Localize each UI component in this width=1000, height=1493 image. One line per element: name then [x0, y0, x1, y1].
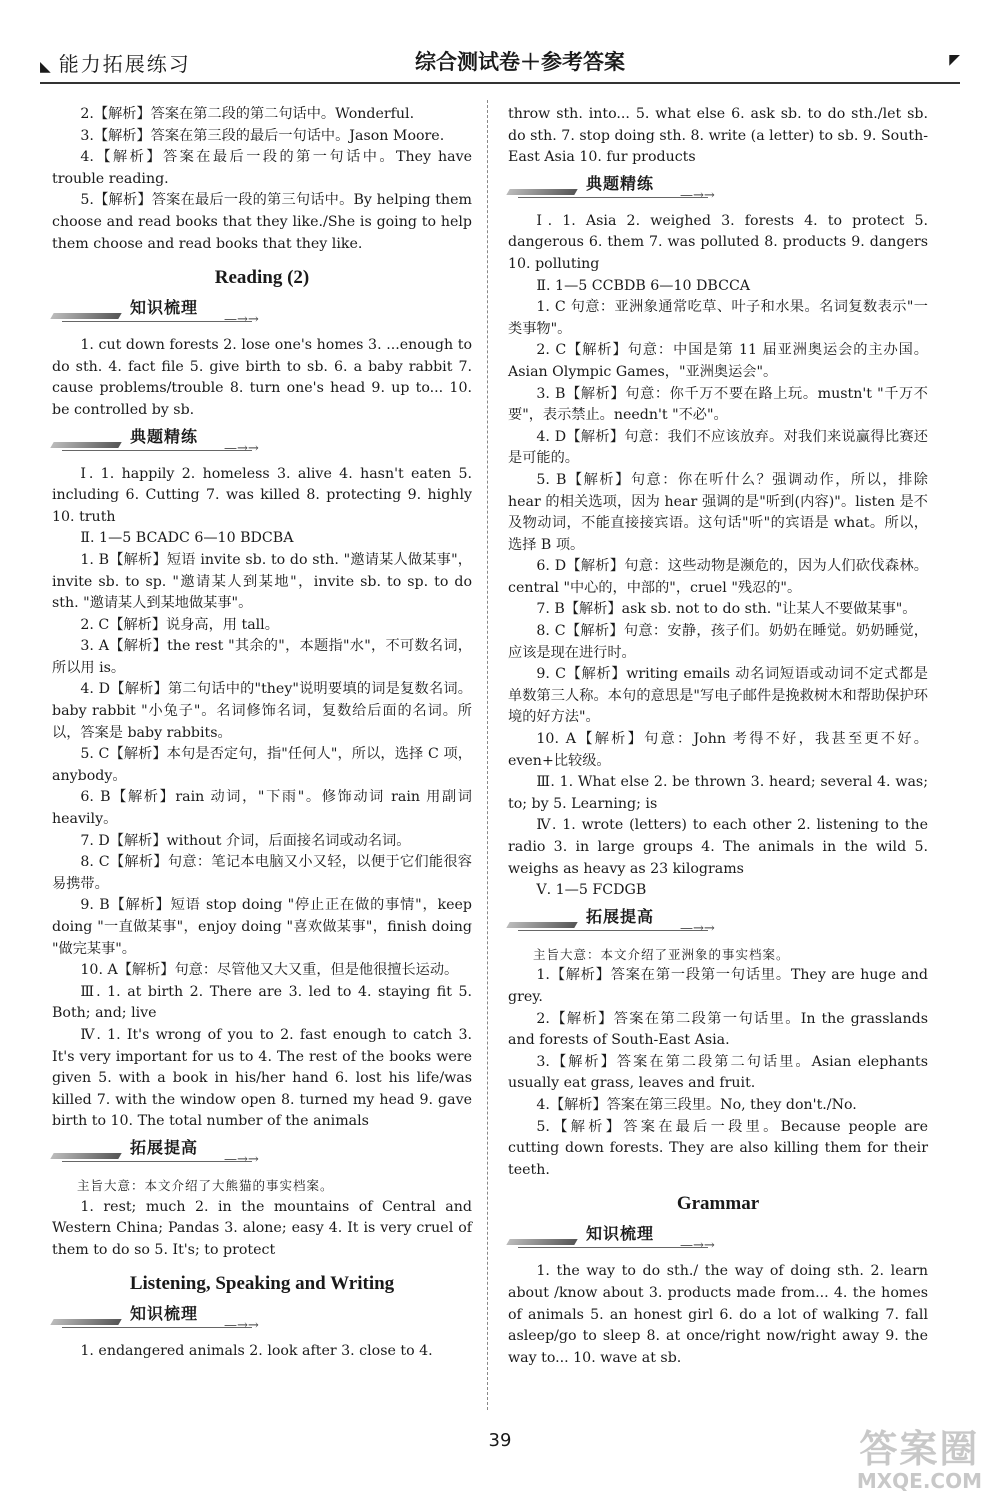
banner-bar-icon	[506, 922, 577, 928]
header-rule	[40, 82, 960, 84]
banner-title: 知识梳理	[130, 298, 199, 318]
explanation-item: 1. C 句意：亚洲象通常吃草、叶子和水果。名词复数表示"一类事物"。	[508, 299, 928, 337]
main-idea: 主旨大意：本文介绍了亚洲象的事实档案。	[533, 946, 790, 962]
section-title-lsw: Listening, Speaking and Writing	[129, 1273, 395, 1295]
banner-bar-icon	[50, 1153, 121, 1159]
exercise-2: Ⅱ. 1—5 CCBDB 6—10 DBCCA	[536, 277, 751, 294]
arrow-icon: —→→	[680, 920, 715, 936]
explanation-item: 4. D【解析】句意：我们不应该放弃。对我们来说赢得比赛还是可能的。	[508, 428, 928, 467]
main-idea: 主旨大意：本文介绍了大熊猫的事实档案。	[77, 1177, 334, 1193]
right-column	[508, 104, 928, 1369]
explanation-item: 2. C【解析】句意：中国是第 11 届亚洲奥运会的主办国。Asian Olympic Games，"亚洲奥运会"。	[508, 342, 928, 380]
section-banner	[52, 424, 472, 460]
section-banner	[52, 295, 472, 331]
explanation-item: 5. B【解析】句意：你在听什么？强调动作，所以，排除 hear 的相关选项，因为 hear 强调的是"听到(内容)"。listen 是不及物动词，不能直接接宾语。这句话"听"的宾语是 what。所以，选择 B 项。	[508, 471, 928, 553]
arrow-icon: —→→	[224, 1318, 259, 1334]
answer-line: 5.【解析】答案在最后一段的第三句话中。By helping them choose and read books that they like./She is going to help them choose and read books that they like.	[52, 192, 472, 252]
banner-bar-icon	[50, 1319, 121, 1325]
explanation-item: 9. B【解析】短语 stop doing "停止正在做的事情"，keep doing "一直做某事"，enjoy doing "喜欢做某事"，finish doing "做完某事"。	[52, 897, 472, 957]
extension-answer: 3.【解析】答案在第二段第二句话里。Asian elephants usually eat grass, leaves and fruit.	[508, 1053, 928, 1092]
header-left	[40, 48, 191, 77]
banner-title: 典题精练	[586, 173, 655, 193]
watermark-logo	[857, 1418, 982, 1493]
explanation-item: 5. C【解析】本句是否定句，指"任何人"，所以，选择 C 项，anybody。	[52, 746, 472, 784]
header-center-title: 综合测试卷＋参考答案	[415, 50, 625, 74]
answer-line: 4.【解析】答案在最后一段的第一句话中。They have trouble reading.	[52, 149, 472, 187]
banner-title: 拓展提高	[130, 1137, 199, 1157]
knowledge-points: 1. endangered animals 2. look after 3. close to 4.	[80, 1343, 433, 1360]
answer-line: 2.【解析】答案在第二段的第二句话中。Wonderful.	[80, 106, 415, 122]
watermark-main: 答案圈	[859, 1427, 980, 1471]
explanation-item: 6. B【解析】rain 动词，"下雨"。修饰动词 rain 用副词 heavily。	[52, 789, 472, 828]
banner-title: 知识梳理	[586, 1224, 655, 1244]
banner-bar-icon	[506, 189, 577, 195]
explanation-item: 1. B【解析】短语 invite sb. to do sth. "邀请某人做某事"，invite sb. to sp. "邀请某人到某地"，invite sb. to sp. to do sth. "邀请某人到某地做某事"。	[52, 551, 472, 612]
banner-bar-icon	[506, 1239, 577, 1245]
arrow-icon: —→→	[224, 312, 259, 328]
knowledge-points: 1. the way to do sth./ the way of doing sth. 2. learn about /know about 3. products made from... 4. the homes of animals 5. an honest girl 6. do a lot of walking 7. fall asleep/go to sleep 8. at once/right now/right away 9. the way to... 10. wave at sb.	[508, 1263, 928, 1366]
header-book-title: 能力拓展练习	[58, 52, 191, 76]
explanation-item: 2. C【解析】说身高，用 tall。	[80, 616, 279, 633]
section-banner	[508, 904, 928, 940]
section-banner	[52, 1301, 472, 1337]
corner-mark-icon: ◣	[40, 59, 53, 75]
answer-line: 3.【解析】答案在第三段的最后一句话中。Jason Moore.	[80, 127, 445, 144]
explanation-item: 10. A【解析】句意：John 考得不好，我甚至更不好。even+比较级。	[508, 731, 928, 769]
banner-bar-icon	[50, 442, 121, 448]
exercise-5: Ⅴ. 1—5 FCDGB	[536, 882, 647, 899]
section-title-reading2: Reading (2)	[214, 267, 310, 289]
banner-bar-icon	[50, 313, 121, 319]
corner-mark-right-icon: ◤	[949, 52, 960, 68]
section-banner	[52, 1135, 472, 1171]
exercise-2: Ⅱ. 1—5 BCADC 6—10 BDCBA	[80, 530, 294, 547]
arrow-icon: —→→	[224, 440, 259, 456]
arrow-icon: —→→	[224, 1151, 259, 1167]
extension-answers: 1. rest; much 2. in the mountains of Central and Western China; Pandas 3. alone; easy 4. It is very cruel of them to do so 5. It's; to protect	[52, 1198, 472, 1258]
explanation-item: 8. C【解析】句意：笔记本电脑又小又轻，以便于它们能很容易携带。	[52, 854, 472, 892]
extension-answer: 1.【解析】答案在第一段第一句话里。They are huge and grey.	[508, 967, 928, 1005]
section-banner	[508, 171, 928, 207]
exercise-1: Ⅰ. 1. happily 2. homeless 3. alive 4. hasn't eaten 5. including 6. Cutting 7. was killed 8. protecting 9. highly 10. truth	[52, 465, 472, 525]
explanation-item: 7. B【解析】ask sb. not to do sth. "让某人不要做某事"。	[536, 601, 917, 618]
section-banner	[508, 1221, 928, 1257]
section-title-grammar: Grammar	[676, 1193, 760, 1215]
knowledge-points: 1. cut down forests 2. lose one's homes 3. ...enough to do sth. 4. fact file 5. give birth to sb. 6. a baby rabbit 7. cause problems/trouble 8. turn one's head 9. up to... 10. be controlled by sb.	[52, 337, 472, 418]
extension-answer: 2.【解析】答案在第二段第一句话里。In the grasslands and forests of South-East Asia.	[508, 1010, 928, 1049]
banner-title: 知识梳理	[130, 1304, 199, 1324]
exercise-3: Ⅲ. 1. What else 2. be thrown 3. heard; several 4. was; to; by 5. Learning; is	[508, 774, 928, 812]
banner-title: 典题精练	[130, 426, 199, 446]
explanation-item: 10. A【解析】句意：尽管他又大又重，但是他很擅长运动。	[80, 962, 459, 979]
exercise-4: Ⅳ. 1. wrote (letters) to each other 2. listening to the radio 3. in large groups 4. The animals in the wild 5. weighs as heavy as 23 kilograms	[508, 817, 928, 877]
arrow-icon: —→→	[680, 187, 715, 203]
explanation-item: 3. A【解析】the rest "其余的"，本题指"水"，不可数名词，所以用 is。	[52, 638, 472, 676]
explanation-item: 7. D【解析】without 介词，后面接名词或动名词。	[80, 832, 411, 849]
exercise-1: Ⅰ. 1. Asia 2. weighed 3. forests 4. to protect 5. dangerous 6. them 7. was polluted 8. products 9. dangers 10. polluting	[508, 212, 928, 272]
page-header	[40, 44, 960, 84]
page-number: 39	[488, 1430, 512, 1451]
explanation-item: 6. D【解析】句意：这些动物是濒危的，因为人们砍伐森林。central "中心的，中部的"，cruel "残忍的"。	[508, 558, 928, 596]
explanation-item: 9. C【解析】writing emails 动名词短语或动词不定式都是单数第三人称。本句的意思是"写电子邮件是挽救树木和帮助保护环境的好方法"。	[508, 666, 928, 726]
explanation-item: 4. D【解析】第二句话中的"they"说明要填的词是复数名词。baby rabbit "小兔子"。名词修饰名词，复数给后面的名词。所以，答案是 baby rabbits。	[52, 681, 472, 741]
watermark-sub: MXQE.COM	[856, 1469, 982, 1493]
extension-answer: 5.【解析】答案在最后一段里。Because people are cutting down forests. They are also killing them for their teeth.	[508, 1118, 928, 1178]
arrow-icon: —→→	[680, 1238, 715, 1254]
continued-points: throw sth. into... 5. what else 6. ask sb. to do sth./let sb. do sth. 7. stop doing sth. 8. write (a letter) to sb. 9. South-East Asia 10. fur products	[508, 106, 928, 166]
extension-answer: 4.【解析】答案在第三段里。No, they don't./No.	[536, 1096, 857, 1113]
column-divider	[487, 100, 488, 1410]
exercise-4: Ⅳ. 1. It's wrong of you to 2. fast enough to catch 3. It's very important for us to 4. The rest of the books were given 5. with a book in his/her hand 6. lost his life/was killed 7. with the window open 8. turned my head 9. gave birth to 10. The total number of the animals	[52, 1026, 472, 1130]
exercise-3: Ⅲ. 1. at birth 2. There are 3. led to 4. staying fit 5. Both; and; live	[52, 983, 472, 1022]
explanation-item: 8. C【解析】句意：安静，孩子们。奶奶在睡觉。奶奶睡觉，应该是现在进行时。	[508, 623, 928, 661]
left-column	[52, 104, 472, 1363]
banner-title: 拓展提高	[586, 906, 655, 926]
explanation-item: 3. B【解析】句意：你千万不要在路上玩。mustn't "千万不要"，表示禁止。needn't "不必"。	[508, 385, 928, 424]
